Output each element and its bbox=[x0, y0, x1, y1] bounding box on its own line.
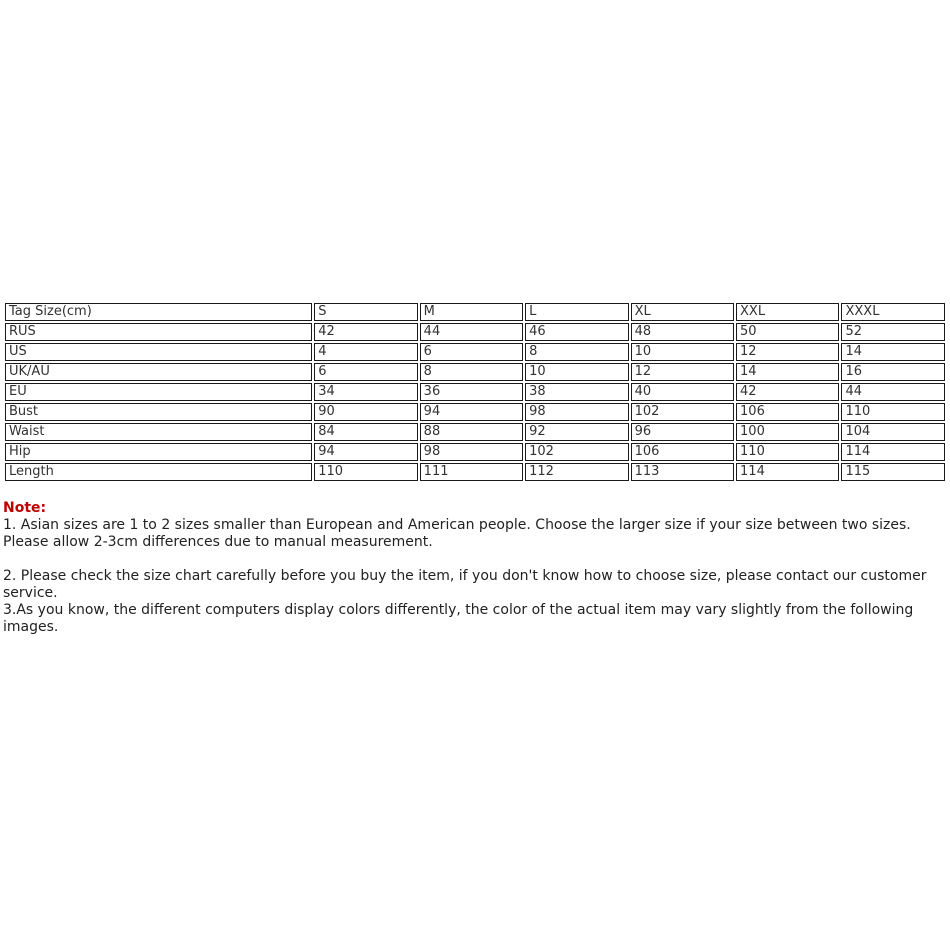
table-cell: 50 bbox=[736, 323, 839, 341]
header-cell-tag-size: Tag Size(cm) bbox=[5, 303, 312, 321]
table-cell: 40 bbox=[631, 383, 734, 401]
table-cell: 106 bbox=[631, 443, 734, 461]
table-cell: 94 bbox=[314, 443, 417, 461]
table-row-uk-au bbox=[5, 363, 945, 381]
table-cell: 104 bbox=[841, 423, 945, 441]
table-cell: 115 bbox=[841, 463, 945, 481]
table-cell: 8 bbox=[420, 363, 523, 381]
table-cell: 98 bbox=[525, 403, 628, 421]
header-cell-xxl: XXL bbox=[736, 303, 839, 321]
table-cell: 14 bbox=[841, 343, 945, 361]
table-cell: RUS bbox=[5, 323, 312, 341]
table-cell: Hip bbox=[5, 443, 312, 461]
table-cell: UK/AU bbox=[5, 363, 312, 381]
header-cell-m: M bbox=[420, 303, 523, 321]
table-cell: 10 bbox=[631, 343, 734, 361]
table-cell: US bbox=[5, 343, 312, 361]
table-cell: 44 bbox=[841, 383, 945, 401]
header-cell-xl: XL bbox=[631, 303, 734, 321]
table-cell: 84 bbox=[314, 423, 417, 441]
table-cell: 100 bbox=[736, 423, 839, 441]
table-cell: 114 bbox=[841, 443, 945, 461]
table-row-length bbox=[5, 463, 945, 481]
size-chart-table bbox=[3, 301, 947, 483]
table-cell: Bust bbox=[5, 403, 312, 421]
table-header-row bbox=[5, 303, 945, 321]
table-cell: 12 bbox=[631, 363, 734, 381]
table-cell: 44 bbox=[420, 323, 523, 341]
table-row-waist bbox=[5, 423, 945, 441]
table-cell: 96 bbox=[631, 423, 734, 441]
table-cell: 98 bbox=[420, 443, 523, 461]
header-cell-l: L bbox=[525, 303, 628, 321]
table-cell: 110 bbox=[736, 443, 839, 461]
header-cell-s: S bbox=[314, 303, 417, 321]
note-item-3: 3.As you know, the different computers display colors differently, the color of the actual item may vary slightly from the following images. bbox=[3, 602, 914, 635]
table-cell: 113 bbox=[631, 463, 734, 481]
table-cell: 114 bbox=[736, 463, 839, 481]
table-row-us bbox=[5, 343, 945, 361]
table-cell: 36 bbox=[420, 383, 523, 401]
table-cell: 102 bbox=[525, 443, 628, 461]
table-cell: 88 bbox=[420, 423, 523, 441]
table-cell: 8 bbox=[525, 343, 628, 361]
table-cell: 46 bbox=[525, 323, 628, 341]
header-cell-xxxl: XXXL bbox=[841, 303, 945, 321]
table-cell: 90 bbox=[314, 403, 417, 421]
table-cell: 52 bbox=[841, 323, 945, 341]
table-cell: Length bbox=[5, 463, 312, 481]
table-cell: EU bbox=[5, 383, 312, 401]
table-cell: 92 bbox=[525, 423, 628, 441]
table-cell: 102 bbox=[631, 403, 734, 421]
table-cell: 106 bbox=[736, 403, 839, 421]
note-item-2: 2. Please check the size chart carefully before you buy the item, if you don't know how to choose size, please contact our customer service. bbox=[3, 568, 927, 601]
table-cell: 6 bbox=[314, 363, 417, 381]
table-cell: 110 bbox=[314, 463, 417, 481]
table-cell: 4 bbox=[314, 343, 417, 361]
table-cell: 94 bbox=[420, 403, 523, 421]
notes-section bbox=[3, 500, 943, 636]
table-row-bust bbox=[5, 403, 945, 421]
table-cell: 16 bbox=[841, 363, 945, 381]
table-cell: 6 bbox=[420, 343, 523, 361]
table-cell: 12 bbox=[736, 343, 839, 361]
table-cell: 110 bbox=[841, 403, 945, 421]
table-cell: 10 bbox=[525, 363, 628, 381]
note-item-1: 1. Asian sizes are 1 to 2 sizes smaller than European and American people. Choose the larger size if your size between two sizes. Please allow 2-3cm differences due to manual measurement. bbox=[3, 517, 911, 550]
table-row-eu bbox=[5, 383, 945, 401]
table-cell: 111 bbox=[420, 463, 523, 481]
table-row-hip bbox=[5, 443, 945, 461]
table-cell: 112 bbox=[525, 463, 628, 481]
table-cell: 42 bbox=[314, 323, 417, 341]
table-cell: 42 bbox=[736, 383, 839, 401]
table-cell: 38 bbox=[525, 383, 628, 401]
table-row-rus bbox=[5, 323, 945, 341]
table-cell: Waist bbox=[5, 423, 312, 441]
table-cell: 34 bbox=[314, 383, 417, 401]
note-spacer bbox=[3, 551, 943, 568]
table-cell: 14 bbox=[736, 363, 839, 381]
note-title: Note: bbox=[3, 500, 47, 516]
table-cell: 48 bbox=[631, 323, 734, 341]
